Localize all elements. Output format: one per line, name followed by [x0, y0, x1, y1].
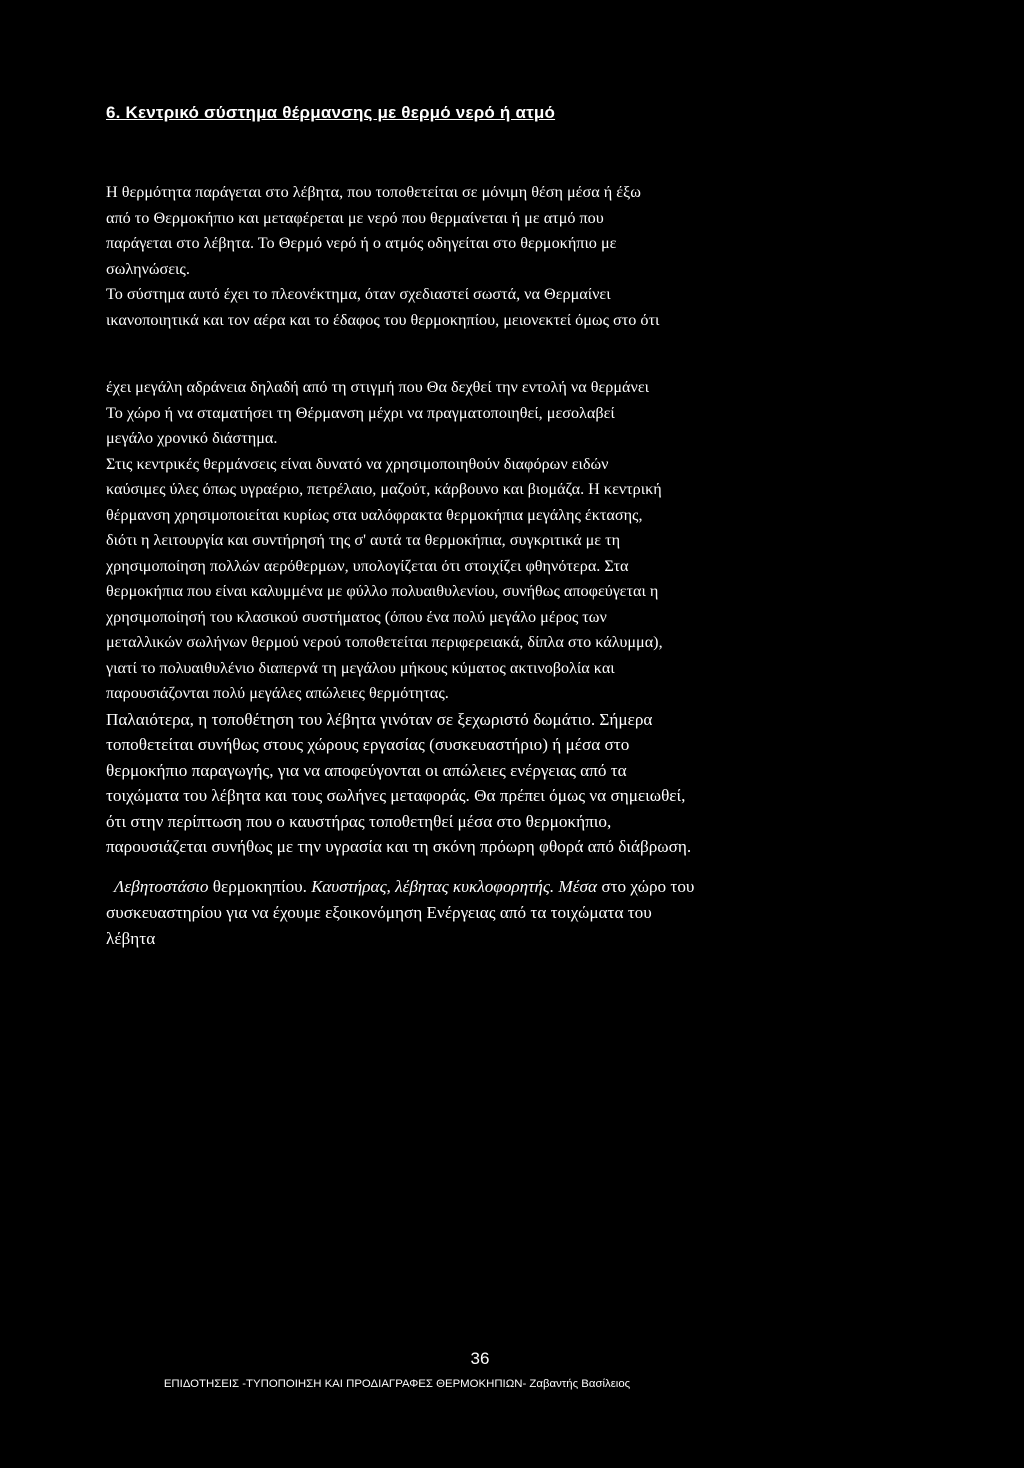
figure-caption: [114, 874, 934, 900]
text-line: θερμοκήπια που είναι καλυμμένα με φύλλο πολυαιθυλενίου, συνήθως αποφεύγεται η: [106, 582, 659, 600]
text-line: μεταλλικών σωλήνων θερμού νερού τοποθετείται περιφερειακά, δίπλα στο κάλυμμα),: [106, 633, 663, 651]
text-line: παρουσιάζεται συνήθως με την υγρασία και τη σκόνη πρόωρη φθορά από διάβρωση.: [106, 837, 692, 856]
caption-text: θερμοκηπίου.: [208, 877, 312, 896]
text-line: θέρμανση χρησιμοποιείται κυρίως στα υαλόφρακτα θερμοκήπια μεγάλης έκτασης,: [106, 505, 643, 524]
caption-line-3: λέβητα: [106, 928, 156, 948]
caption-line-2: συσκευαστηρίου για να έχουμε εξοικονόμηση Ενέργειας από τα τοιχώματα του: [106, 903, 652, 922]
text-line: παράγεται στο λέβητα. Το Θερμό νερό ή ο ατμός οδηγείται στο θερμοκήπιο με: [106, 234, 617, 252]
text-line: τοιχώματα του λέβητα και τους σωλήνες μεταφοράς. Θα πρέπει όμως να σημειωθεί,: [106, 786, 686, 805]
text-line: τοποθετείται συνήθως στους χώρους εργασίας (συσκευαστήριο) ή μέσα στο: [106, 735, 630, 754]
figure-caption-continued: [106, 900, 926, 951]
text-line: Η θερμότητα παράγεται στο λέβητα, που τοποθετείται σε μόνιμη θέση μέσα ή έξω: [106, 183, 641, 201]
text-line: σωληνώσεις.: [106, 259, 190, 278]
text-line: Στις κεντρικές θερμάνσεις είναι δυνατό να χρησιμοποιηθούν διαφόρων ειδών: [106, 454, 609, 473]
text-line: ότι στην περίπτωση που ο καυστήρας τοποθετηθεί μέσα στο θερμοκήπιο,: [106, 811, 612, 831]
text-line: Το σύστημα αυτό έχει το πλεονέκτημα, όταν σχεδιαστεί σωστά, να Θερμαίνει: [106, 285, 611, 303]
caption-italic: Λεβητοστάσιο: [114, 877, 209, 896]
text-line: ικανοποιητικά και τον αέρα και το έδαφος του θερμοκηπίου, μειονεκτεί όμως στο ότι: [106, 310, 660, 329]
text-line: Το χώρο ή να σταματήσει τη Θέρμανση μέχρι να πραγματοποιηθεί, μεσολαβεί: [106, 403, 615, 422]
page-number: 36: [470, 1349, 490, 1368]
text-line: παρουσιάζονται πολύ μεγάλες απώλειες θερμότητας.: [106, 684, 449, 702]
section-heading: 6. Κεντρικό σύστημα θέρμανσης με θερμό νερό ή ατμό: [106, 103, 556, 122]
text-line: χρησιμοποίησή του κλασικού συστήματος (όπου ένα πολύ μεγάλο μέρος των: [106, 607, 607, 626]
caption-line-1: [114, 874, 934, 900]
caption-italic: Καυστήρας, λέβητας κυκλοφορητής. Μέσα: [311, 877, 598, 896]
text-line: γιατί το πολυαιθυλένιο διαπερνά τη μεγάλου μήκους κύματος ακτινοβολία και: [106, 658, 615, 677]
text-line: καύσιμες ύλες όπως υγραέριο, πετρέλαιο, μαζούτ, κάρβουνο και βιομάζα. Η κεντρική: [106, 480, 662, 498]
text-line: από το Θερμοκήπιο και μεταφέρεται με νερό που θερμαίνεται ή με ατμό που: [106, 208, 604, 227]
text-line: θερμοκήπιο παραγωγής, για να αποφεύγονται οι απώλειες ενέργειας από τα: [106, 760, 627, 780]
paragraph-1: [106, 180, 926, 333]
text-line: χρησιμοποίηση πολλών αερόθερμων, υπολογίζεται ότι στοιχίζει φθηνότερα. Στα: [106, 556, 629, 575]
paragraph-2: [106, 375, 926, 860]
caption-text: στο χώρο του: [597, 877, 695, 896]
text-line: έχει μεγάλη αδράνεια δηλαδή από τη στιγμή που Θα δεχθεί την εντολή να θερμάνει: [106, 378, 649, 396]
text-line: Παλαιότερα, η τοποθέτηση του λέβητα γινόταν σε ξεχωριστό δωμάτιο. Σήμερα: [106, 709, 653, 729]
page-footer: ΕΠΙΔΟΤΗΣΕΙΣ -ΤΥΠΟΠΟΙΗΣΗ ΚΑΙ ΠΡΟΔΙΑΓΡΑΦΕΣ ΘΕΡΜΟΚΗΠΙΩΝ- Ζαβαντής Βασίλειος: [163, 1378, 631, 1390]
text-line: διότι η λειτουργία και συντήρησή της σ' αυτά τα θερμοκήπια, συγκριτικά με τη: [106, 531, 621, 549]
text-line: μεγάλο χρονικό διάστημα.: [106, 429, 278, 447]
